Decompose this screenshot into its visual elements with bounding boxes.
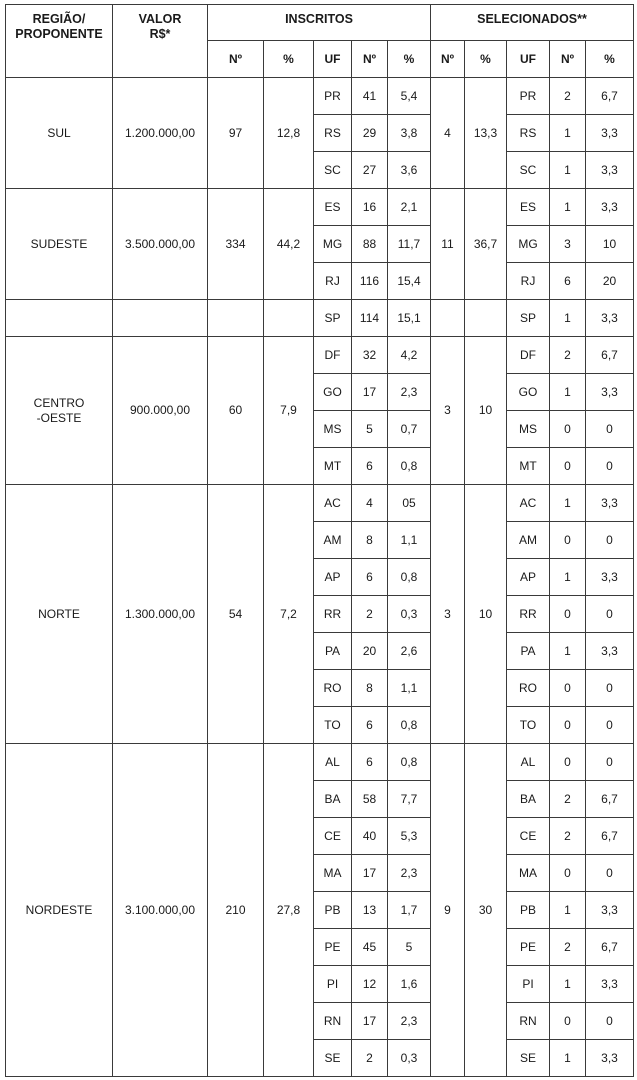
region-valor: 3.100.000,00 [113,744,208,1077]
header-sel-uf-n: Nº [550,41,586,78]
state-sel-sel-pct: 3,3 [586,966,634,1003]
state-sel-sel-n: 1 [550,300,586,337]
state-sel-sel-n: 0 [550,1003,586,1040]
state-ins-n: 17 [352,374,388,411]
state-uf: RS [314,115,352,152]
state-sel-sel-n: 0 [550,596,586,633]
state-uf: MG [314,226,352,263]
state-ins-n: 116 [352,263,388,300]
region-ins-n: 97 [208,78,264,189]
region-ins-n: 54 [208,485,264,744]
state-ins-n: 17 [352,1003,388,1040]
state-ins-pct: 5 [388,929,431,966]
state-ins-n: 6 [352,707,388,744]
state-ins-pct: 05 [388,485,431,522]
state-sel-uf: RJ [507,263,550,300]
region-ins-pct: 27,8 [264,744,314,1077]
state-sel-uf: DF [507,337,550,374]
state-sel-sel-pct: 3,3 [586,1040,634,1077]
state-sel-sel-n: 0 [550,744,586,781]
state-ins-n: 17 [352,855,388,892]
state-sel-sel-n: 1 [550,485,586,522]
state-sel-sel-n: 1 [550,374,586,411]
state-sel-sel-n: 3 [550,226,586,263]
state-ins-pct: 1,6 [388,966,431,1003]
header-valor [113,5,208,78]
state-sel-sel-pct: 0 [586,670,634,707]
state-sel-uf: RS [507,115,550,152]
header-selecionados: SELECIONADOS** [431,5,634,41]
state-sel-sel-pct: 6,7 [586,337,634,374]
region-valor: 900.000,00 [113,337,208,485]
state-uf: PB [314,892,352,929]
document-page [5,4,634,1077]
header-valor-line2: R$* [149,27,171,41]
state-ins-n: 20 [352,633,388,670]
state-sel-sel-pct: 3,3 [586,892,634,929]
state-sel-uf: MG [507,226,550,263]
region-ins-n: 60 [208,337,264,485]
region-valor: 3.500.000,00 [113,189,208,300]
state-sel-sel-pct: 3,3 [586,559,634,596]
state-ins-pct: 0,7 [388,411,431,448]
header-inscritos: INSCRITOS [208,5,431,41]
state-sel-sel-pct: 10 [586,226,634,263]
state-uf: AC [314,485,352,522]
state-uf: BA [314,781,352,818]
state-ins-n: 13 [352,892,388,929]
state-sel-sel-n: 2 [550,929,586,966]
state-uf: MA [314,855,352,892]
state-uf: GO [314,374,352,411]
state-sel-sel-pct: 6,7 [586,818,634,855]
state-ins-n: 58 [352,781,388,818]
state-sel-uf: RO [507,670,550,707]
state-ins-pct: 2,1 [388,189,431,226]
state-sel-sel-n: 1 [550,152,586,189]
state-uf: SE [314,1040,352,1077]
state-ins-n: 8 [352,670,388,707]
state-ins-pct: 0,3 [388,1040,431,1077]
header-regiao-line2: PROPONENTE [15,27,103,41]
state-sel-uf: AL [507,744,550,781]
header-sel-n: Nº [431,41,465,78]
header-sel-uf: UF [507,41,550,78]
state-sel-sel-pct: 3,3 [586,152,634,189]
region-sel-n: 3 [431,485,465,744]
state-sel-sel-pct: 6,7 [586,781,634,818]
state-uf: MS [314,411,352,448]
state-sel-uf: AP [507,559,550,596]
state-ins-pct: 3,8 [388,115,431,152]
state-sel-sel-n: 2 [550,818,586,855]
state-ins-n: 12 [352,966,388,1003]
state-ins-pct: 0,8 [388,448,431,485]
state-ins-n: 5 [352,411,388,448]
state-sel-uf: MS [507,411,550,448]
state-ins-pct: 15,1 [388,300,431,337]
distribution-table [5,4,634,1077]
state-uf: DF [314,337,352,374]
state-sel-sel-n: 0 [550,411,586,448]
state-sel-sel-pct: 3,3 [586,189,634,226]
region-name-line: CENTRO [33,395,85,410]
header-ins-pct: % [264,41,314,78]
state-uf: AL [314,744,352,781]
table-row [6,189,634,226]
state-uf: PA [314,633,352,670]
state-uf: SC [314,152,352,189]
region-name [6,189,113,300]
state-sel-sel-pct: 3,3 [586,115,634,152]
state-sel-sel-n: 1 [550,892,586,929]
region-name [6,485,113,744]
state-sel-sel-pct: 0 [586,596,634,633]
region-valor [113,300,208,337]
state-uf: TO [314,707,352,744]
state-sel-sel-pct: 0 [586,411,634,448]
state-ins-pct: 5,4 [388,78,431,115]
state-sel-uf: SC [507,152,550,189]
table-row [6,744,634,781]
state-sel-sel-n: 0 [550,707,586,744]
state-ins-n: 88 [352,226,388,263]
state-ins-pct: 7,7 [388,781,431,818]
state-sel-sel-n: 0 [550,522,586,559]
region-name [6,337,113,485]
state-uf: RR [314,596,352,633]
state-sel-uf: RR [507,596,550,633]
state-sel-sel-n: 1 [550,559,586,596]
state-ins-n: 2 [352,1040,388,1077]
state-ins-n: 2 [352,596,388,633]
region-ins-pct: 12,8 [264,78,314,189]
region-sel-n: 11 [431,189,465,300]
state-ins-n: 41 [352,78,388,115]
region-valor: 1.300.000,00 [113,485,208,744]
state-sel-sel-pct: 3,3 [586,300,634,337]
state-sel-uf: ES [507,189,550,226]
region-sel-pct: 10 [465,485,507,744]
state-sel-uf: PA [507,633,550,670]
state-ins-n: 8 [352,522,388,559]
region-ins-n: 334 [208,189,264,300]
state-sel-sel-pct: 0 [586,448,634,485]
region-name [6,744,113,1077]
state-sel-sel-n: 0 [550,448,586,485]
header-sel-pct: % [465,41,507,78]
region-sel-n: 3 [431,337,465,485]
region-sel-n [431,300,465,337]
state-sel-uf: RN [507,1003,550,1040]
region-sel-pct: 13,3 [465,78,507,189]
state-sel-sel-n: 1 [550,1040,586,1077]
state-sel-uf: PB [507,892,550,929]
state-uf: SP [314,300,352,337]
state-sel-sel-pct: 3,3 [586,374,634,411]
state-sel-sel-pct: 0 [586,1003,634,1040]
state-uf: AM [314,522,352,559]
region-name-line: SUDESTE [30,236,88,251]
state-sel-sel-n: 2 [550,337,586,374]
header-regiao [6,5,113,78]
state-sel-uf: AM [507,522,550,559]
state-sel-sel-n: 0 [550,855,586,892]
region-ins-pct: 7,9 [264,337,314,485]
region-ins-pct [264,300,314,337]
state-ins-n: 45 [352,929,388,966]
state-uf: AP [314,559,352,596]
state-sel-sel-n: 6 [550,263,586,300]
region-sel-pct: 36,7 [465,189,507,300]
state-sel-uf: BA [507,781,550,818]
state-ins-pct: 0,8 [388,744,431,781]
header-ins-uf-pct: % [388,41,431,78]
region-name-line: SUL [47,125,71,140]
state-uf: PI [314,966,352,1003]
state-ins-pct: 2,3 [388,855,431,892]
state-ins-n: 40 [352,818,388,855]
state-ins-n: 32 [352,337,388,374]
region-sel-pct: 10 [465,337,507,485]
state-uf: RJ [314,263,352,300]
table-row [6,337,634,374]
region-name-line: NORTE [38,606,80,621]
state-sel-sel-pct: 6,7 [586,929,634,966]
state-ins-pct: 11,7 [388,226,431,263]
state-sel-uf: GO [507,374,550,411]
state-sel-sel-n: 1 [550,115,586,152]
region-ins-pct: 44,2 [264,189,314,300]
state-sel-uf: PI [507,966,550,1003]
state-ins-n: 4 [352,485,388,522]
state-ins-pct: 5,3 [388,818,431,855]
state-sel-sel-pct: 0 [586,522,634,559]
state-ins-pct: 1,1 [388,670,431,707]
region-name-line: NORDESTE [25,902,93,917]
table-row [6,78,634,115]
state-sel-uf: MT [507,448,550,485]
region-ins-pct: 7,2 [264,485,314,744]
region-sel-pct: 30 [465,744,507,1077]
state-ins-pct: 0,8 [388,559,431,596]
state-sel-sel-n: 1 [550,633,586,670]
state-ins-n: 29 [352,115,388,152]
state-ins-pct: 2,3 [388,374,431,411]
table-row [6,300,634,337]
region-ins-n [208,300,264,337]
state-sel-uf: TO [507,707,550,744]
state-ins-n: 6 [352,559,388,596]
state-ins-n: 27 [352,152,388,189]
state-uf: MT [314,448,352,485]
header-ins-n: Nº [208,41,264,78]
state-sel-uf: PR [507,78,550,115]
state-uf: RO [314,670,352,707]
state-sel-sel-n: 2 [550,78,586,115]
state-sel-sel-pct: 6,7 [586,78,634,115]
region-valor: 1.200.000,00 [113,78,208,189]
state-sel-uf: SE [507,1040,550,1077]
state-sel-uf: CE [507,818,550,855]
state-ins-n: 6 [352,744,388,781]
region-name-line: -OESTE [36,410,82,425]
header-regiao-line1: REGIÃO/ [32,12,86,26]
region-ins-n: 210 [208,744,264,1077]
state-sel-uf: MA [507,855,550,892]
table-body [6,78,634,1077]
region-name [6,300,113,337]
header-ins-uf-n: Nº [352,41,388,78]
state-sel-uf: PE [507,929,550,966]
state-sel-uf: AC [507,485,550,522]
state-uf: RN [314,1003,352,1040]
state-sel-sel-pct: 0 [586,744,634,781]
state-uf: PE [314,929,352,966]
header-valor-line1: VALOR [138,12,182,26]
region-name [6,78,113,189]
state-ins-n: 16 [352,189,388,226]
region-sel-n: 9 [431,744,465,1077]
state-ins-n: 6 [352,448,388,485]
region-sel-n: 4 [431,78,465,189]
state-sel-sel-n: 1 [550,966,586,1003]
state-sel-sel-n: 0 [550,670,586,707]
header-sel-uf-pct: % [586,41,634,78]
state-ins-pct: 4,2 [388,337,431,374]
state-ins-pct: 1,1 [388,522,431,559]
state-ins-pct: 0,8 [388,707,431,744]
state-ins-pct: 3,6 [388,152,431,189]
state-sel-sel-pct: 0 [586,855,634,892]
state-sel-sel-pct: 20 [586,263,634,300]
state-sel-uf: SP [507,300,550,337]
state-ins-pct: 0,3 [388,596,431,633]
region-sel-pct [465,300,507,337]
state-ins-n: 114 [352,300,388,337]
state-ins-pct: 2,6 [388,633,431,670]
state-sel-sel-pct: 0 [586,707,634,744]
state-sel-sel-n: 1 [550,189,586,226]
state-sel-sel-n: 2 [550,781,586,818]
state-sel-sel-pct: 3,3 [586,485,634,522]
state-ins-pct: 2,3 [388,1003,431,1040]
state-uf: CE [314,818,352,855]
state-sel-sel-pct: 3,3 [586,633,634,670]
state-ins-pct: 1,7 [388,892,431,929]
table-row [6,485,634,522]
state-uf: PR [314,78,352,115]
header-ins-uf: UF [314,41,352,78]
table-header [6,5,634,78]
header-row-main [6,5,634,41]
state-ins-pct: 15,4 [388,263,431,300]
state-uf: ES [314,189,352,226]
